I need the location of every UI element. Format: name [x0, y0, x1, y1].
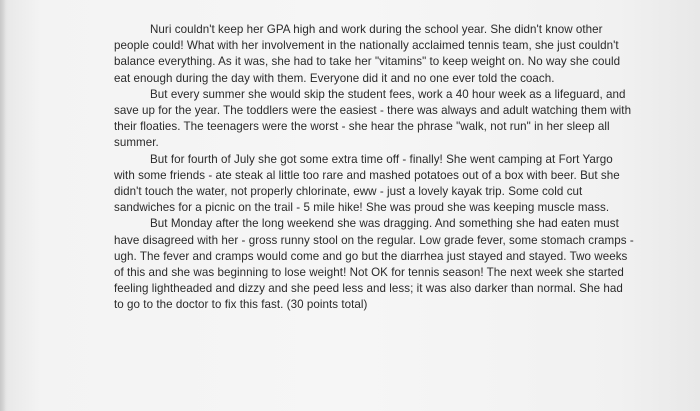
paragraph-3: But for fourth of July she got some extra time off - finally! She went camping at Fort Yargo with some friends - ate steak al little too rare and mashed potatoes out of a box with beer. But she didn't touch the water, not properly chlorinate, eww - just a lovely kayak trip. Some cold cut sandwiches for a picnic on the trail - 5 mile hike! She was proud she was keeping muscle mass. — [114, 152, 620, 215]
case-study-text — [114, 22, 634, 314]
paragraph-1: Nuri couldn't keep her GPA high and work during the school year. She didn't know other people could! What with her involvement in the nationally acclaimed tennis team, she just couldn't balance everything. As it was, she had to take her "vitamins" to keep weight on. No way she could eat enough during the day with them. Everyone did it and no one ever told the coach. — [114, 23, 621, 85]
page-edge-shadow — [0, 0, 6, 411]
paragraph-4: But Monday after the long weekend she was dragging. And something she had eaten must have disagreed with her - gross runny stool on the regular. Low grade fever, some stomach cramps - ugh. The fever and cramps would come and go but the diarrhea just stayed and stayed. Two weeks of this and she was beginning to lose weight! Not OK for tennis season! The next week she started feeling lightheaded and dizzy and she peed less and less; it was also darker than normal. She had to go to the doctor to fix this fast. (30 points total) — [114, 217, 634, 312]
paragraph-2: But every summer she would skip the student fees, work a 40 hour week as a lifeguard, and save up for the year. The toddlers were the easiest - there was always and adult watching them with their floaties. The teenagers were the worst - she hear the phrase "walk, not run" in her sleep all summer. — [114, 87, 632, 150]
